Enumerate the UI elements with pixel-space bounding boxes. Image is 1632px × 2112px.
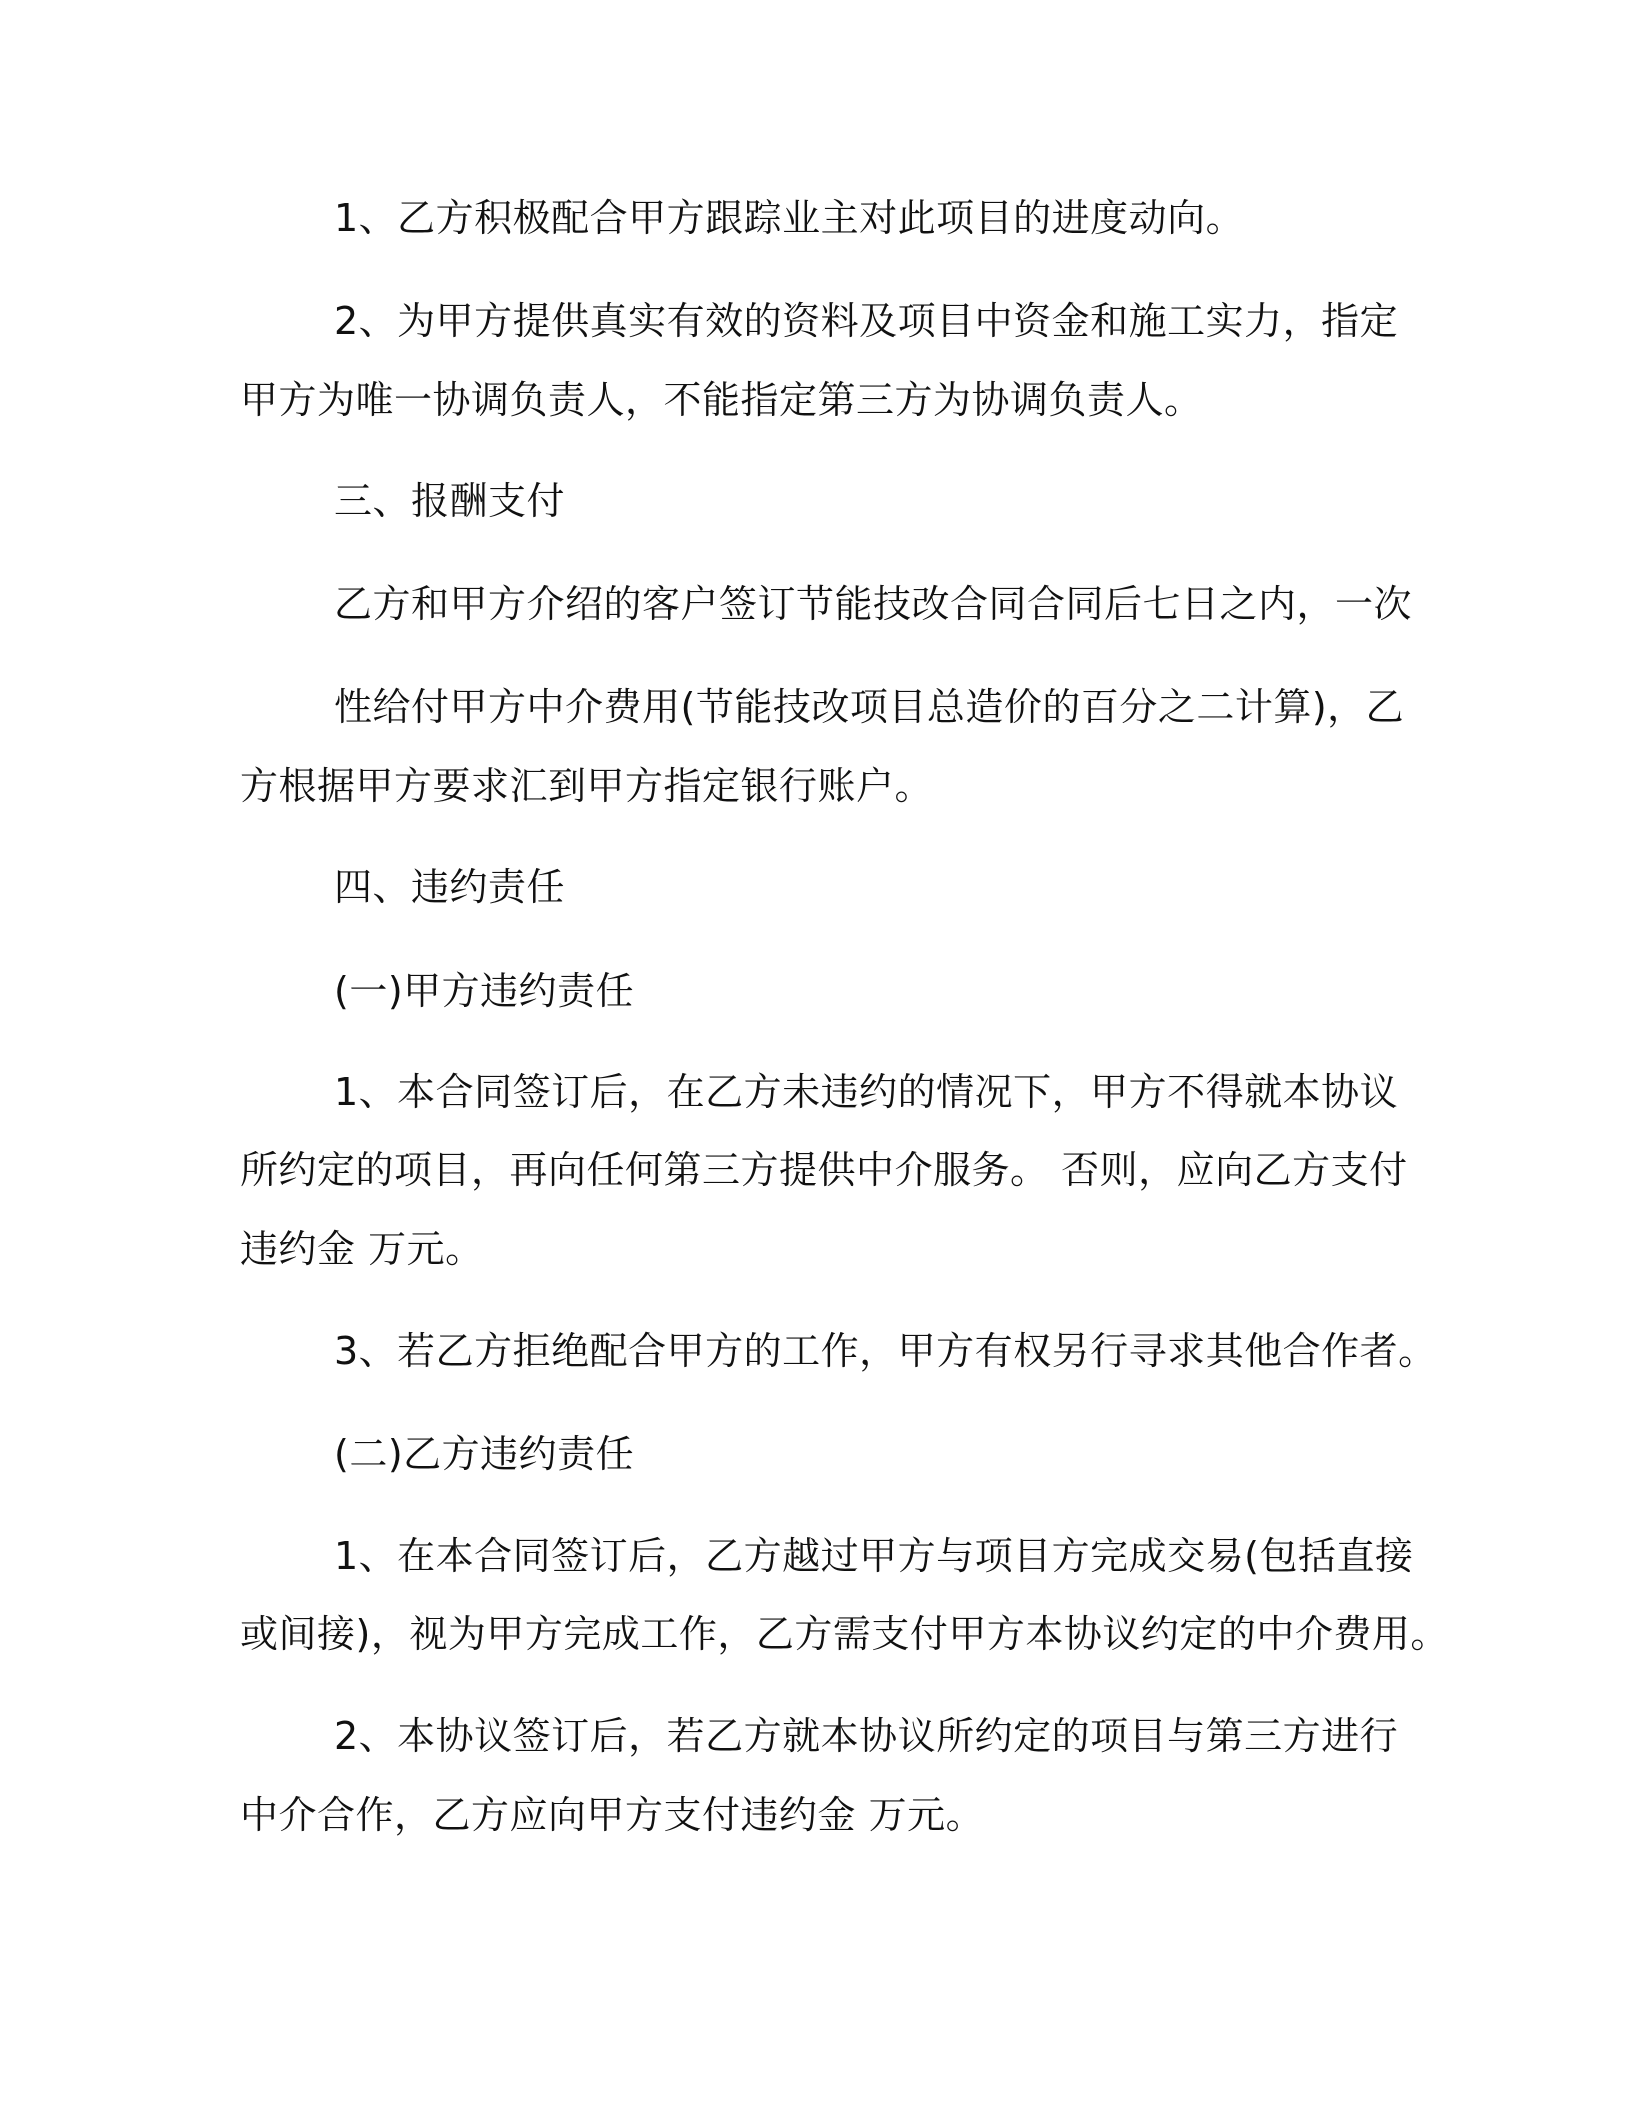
section-heading-breach: 四、违约责任 — [334, 865, 566, 909]
party-b-clause-2-line-2: 中介合作，乙方应向甲方支付违约金 万元。 — [240, 1793, 985, 1837]
subheading-party-b-breach: (二)乙方违约责任 — [334, 1432, 635, 1476]
party-b-clause-1-line-1: 1、在本合同签订后，乙方越过甲方与项目方完成交易(包括直接 — [334, 1534, 1414, 1578]
clause-b-2-line-2: 甲方为唯一协调负责人，不能指定第三方为协调负责人。 — [240, 378, 1203, 422]
payment-paragraph-line-3: 方根据甲方要求汇到甲方指定银行账户。 — [240, 764, 934, 808]
party-b-clause-2-line-1: 2、本协议签订后，若乙方就本协议所约定的项目与第三方进行 — [334, 1714, 1399, 1758]
payment-paragraph-line-2: 性给付甲方中介费用(节能技改项目总造价的百分之二计算)，乙 — [334, 685, 1405, 729]
party-a-clause-1-line-2: 所约定的项目，再向任何第三方提供中介服务。 否则，应向乙方支付 — [240, 1148, 1408, 1192]
subheading-party-a-breach: (一)甲方违约责任 — [334, 969, 635, 1013]
payment-paragraph-line-1: 乙方和甲方介绍的客户签订节能技改合同合同后七日之内，一次 — [334, 582, 1413, 626]
clause-b-1: 1、乙方积极配合甲方跟踪业主对此项目的进度动向。 — [334, 196, 1245, 240]
party-a-clause-1-line-3: 违约金 万元。 — [240, 1227, 484, 1271]
party-a-clause-1-line-1: 1、本合同签订后，在乙方未违约的情况下，甲方不得就本协议 — [334, 1070, 1399, 1114]
clause-b-2-line-1: 2、为甲方提供真实有效的资料及项目中资金和施工实力，指定 — [334, 299, 1399, 343]
party-a-clause-3: 3、若乙方拒绝配合甲方的工作，甲方有权另行寻求其他合作者。 — [334, 1329, 1437, 1373]
section-heading-payment: 三、报酬支付 — [334, 479, 566, 523]
party-b-clause-1-line-2: 或间接)，视为甲方完成工作，乙方需支付甲方本协议约定的中介费用。 — [240, 1612, 1449, 1656]
